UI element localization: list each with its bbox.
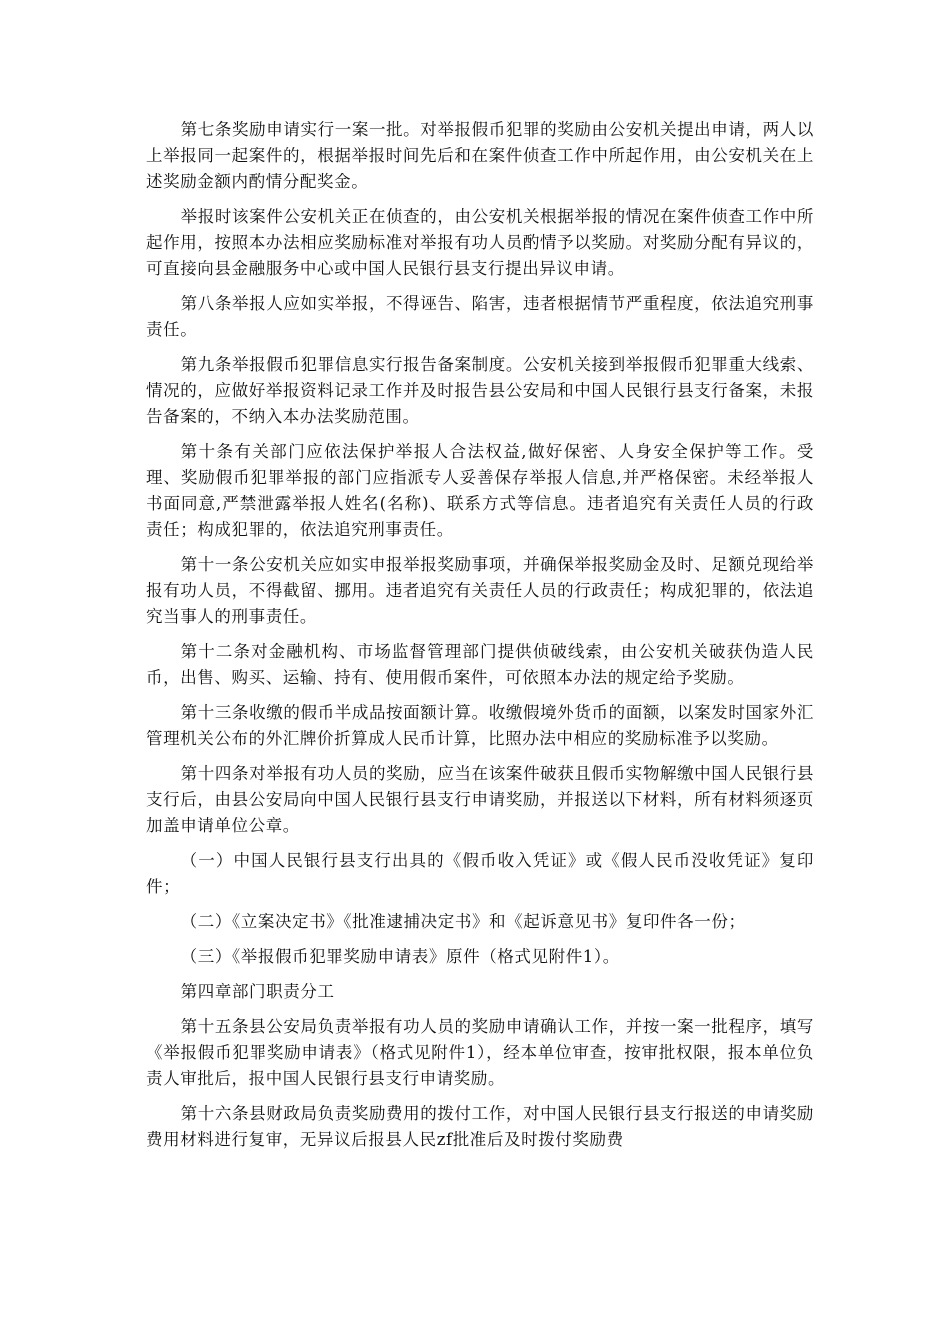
paragraph-item-3: （三）《举报假币犯罪奖励申请表》原件（格式见附件1）。 [180,947,620,966]
paragraph-article-16: 第十六条县财政局负责奖励费用的拨付工作，对中国人民银行县支行报送的申请奖励费用材料进行复审，无异议后报县人民zf批准后及时拨付奖励费 [146,1104,814,1149]
paragraph-article-8: 第八条举报人应如实举报，不得诬告、陷害，违者根据情节严重程度，依法追究刑事责任。 [146,294,814,339]
chapter-heading-4: 第四章部门职责分工 [180,982,335,1001]
paragraph-article-13: 第十三条收缴的假币半成品按面额计算。收缴假境外货币的面额，以案发时国家外汇管理机关公布的外汇牌价折算成人民币计算，比照办法中相应的奖励标准予以奖励。 [146,703,814,748]
paragraph-article-11: 第十一条公安机关应如实申报举报奖励事项，并确保举报奖励金及时、足额兑现给举报有功人员，不得截留、挪用。违者追究有关责任人员的行政责任；构成犯罪的，依法追究当事人的刑事责任。 [146,555,814,626]
document-body [146,117,814,1162]
paragraph-article-9: 第九条举报假币犯罪信息实行报告备案制度。公安机关接到举报假币犯罪重大线索、情况的，应做好举报资料记录工作并及时报告县公安局和中国人民银行县支行备案，未报告备案的，不纳入本办法奖励范围。 [146,355,814,426]
paragraph-investigation-reward: 举报时该案件公安机关正在侦查的，由公安机关根据举报的情况在案件侦查工作中所起作用，按照本办法相应奖励标准对举报有功人员酌情予以奖励。对奖励分配有异议的，可直接向县金融服务中心或中国人民银行县支行提出异议申请。 [146,207,814,278]
paragraph-item-1: （一）中国人民银行县支行出具的《假币收入凭证》或《假人民币没收凭证》复印件； [146,851,814,896]
paragraph-article-12: 第十二条对金融机构、市场监督管理部门提供侦破线索，由公安机关破获伪造人民币，出售、购买、运输、持有、使用假币案件，可依照本办法的规定给予奖励。 [146,642,814,687]
paragraph-item-2: （二）《立案决定书》《批准逮捕决定书》和《起诉意见书》复印件各一份； [180,912,746,931]
paragraph-article-7: 第七条奖励申请实行一案一批。对举报假币犯罪的奖励由公安机关提出申请，两人以上举报同一起案件的，根据举报时间先后和在案件侦查工作中所起作用，由公安机关在上述奖励金额内酌情分配奖金。 [146,120,814,191]
paragraph-article-14: 第十四条对举报有功人员的奖励，应当在该案件破获且假币实物解缴中国人民银行县支行后，由县公安局向中国人民银行县支行申请奖励，并报送以下材料，所有材料须逐页加盖申请单位公章。 [146,764,814,835]
paragraph-article-10: 第十条有关部门应依法保护举报人合法权益,做好保密、人身安全保护等工作。受理、奖励假币犯罪举报的部门应指派专人妥善保存举报人信息,并严格保密。未经举报人书面同意,严禁泄露举报人姓名(名称)、联系方式等信息。违者追究有关责任人员的行政责任；构成犯罪的，依法追究刑事责任。 [146,442,814,539]
paragraph-article-15: 第十五条县公安局负责举报有功人员的奖励申请确认工作，并按一案一批程序，填写《举报假币犯罪奖励申请表》（格式见附件1），经本单位审查，按审批权限，报本单位负责人审批后，报中国人民银行县支行申请奖励。 [146,1017,814,1088]
